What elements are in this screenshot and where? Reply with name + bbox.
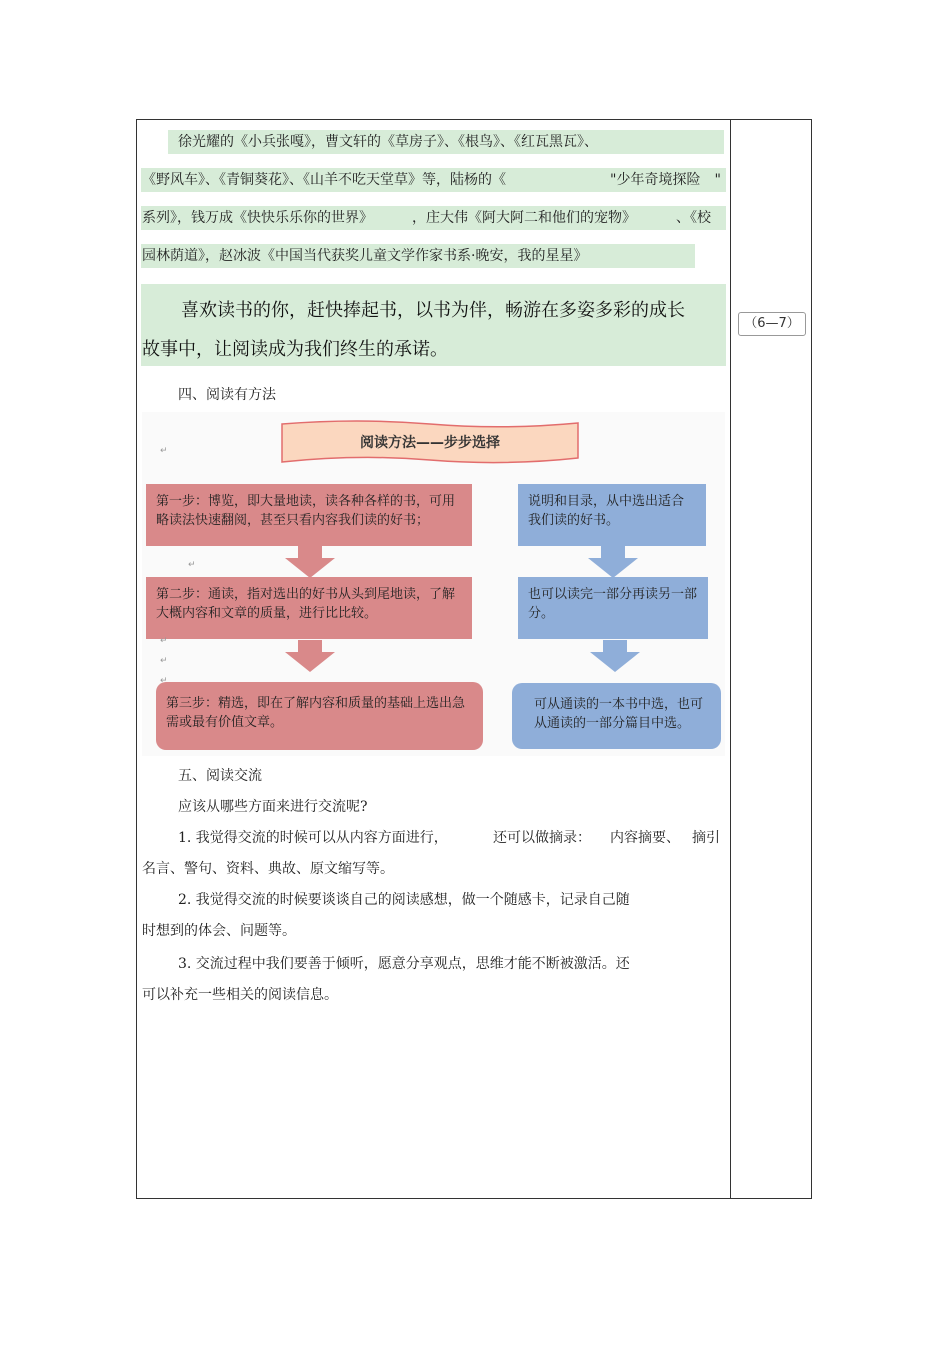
return-mark: ↵ (160, 446, 168, 456)
step-3-box: 第三步：精选，即在了解内容和质量的基础上选出急需或最有价值文章。 (156, 682, 483, 750)
point-3-line-1: 3. 交流过程中我们要善于倾听，愿意分享观点，思维才能不断被激活。还 (178, 956, 630, 972)
column-divider (730, 119, 731, 1199)
book-list-line-2-series: "少年奇境探险 " (610, 172, 721, 188)
book-list-line-3a: 系列》，钱万成《快快乐乐你的世界》 (142, 210, 373, 226)
point-1-part-c: 内容摘要、 (610, 830, 680, 846)
section-5-question: 应该从哪些方面来进行交流呢? (178, 799, 368, 815)
book-list-line-2: 《野风车》、《青铜葵花》、《山羊不吃天堂草》等，陆杨的《 (142, 172, 506, 188)
page-range-badge: （6—7） (738, 312, 806, 336)
return-mark: ↵ (160, 676, 168, 686)
down-arrow-icon (590, 640, 640, 672)
chart-title: 阅读方法——步步选择 (360, 435, 500, 451)
encouragement-line-1: 喜欢读书的你，赶快捧起书，以书为伴，畅游在多姿多彩的成长 (181, 300, 685, 321)
point-1-part-d: 摘引 (692, 830, 720, 846)
down-arrow-icon (285, 546, 335, 578)
down-arrow-icon (588, 546, 638, 578)
point-3-line-2: 可以补充一些相关的阅读信息。 (142, 987, 338, 1003)
right-box-2: 也可以读完一部分再读另一部分。 (518, 577, 708, 639)
return-mark: ↵ (160, 656, 168, 666)
right-box-1: 说明和目录，从中选出适合我们读的好书。 (518, 484, 706, 546)
point-1-part-b: 还可以做摘录： (493, 830, 591, 846)
down-arrow-icon (285, 640, 335, 672)
step-1-box: 第一步：博览，即大量地读，读各种各样的书，可用略读法快速翻阅，甚至只看内容我们读的好书； (146, 484, 472, 546)
section-5-heading: 五、阅读交流 (178, 768, 262, 784)
point-2-line-2: 时想到的体会、问题等。 (142, 923, 296, 939)
point-1-part-e: 名言、警句、资料、典故、原文缩写等。 (142, 861, 394, 877)
step-2-box: 第二步：通读，指对选出的好书从头到尾地读，了解大概内容和文章的质量，进行比比较。 (146, 577, 472, 639)
section-4-heading: 四、阅读有方法 (178, 387, 276, 403)
point-2-line-1: 2. 我觉得交流的时候要谈谈自己的阅读感想，做一个随感卡，记录自己随 (178, 892, 630, 908)
book-list-line-3c: 、《校 (676, 210, 711, 226)
encouragement-line-2: 故事中，让阅读成为我们终生的承诺。 (142, 339, 448, 360)
book-list-line-1: 徐光耀的《小兵张嘎》，曹文轩的《草房子》、《根鸟》、《红瓦黑瓦》、 (178, 134, 598, 150)
book-list-line-4: 园林荫道》，赵冰波《中国当代获奖儿童文学作家书系·晚安，我的星星》 (142, 248, 588, 264)
return-mark: ↵ (188, 560, 196, 570)
return-mark: ↵ (160, 636, 168, 646)
book-list-line-3b: ，庄大伟《阿大阿二和他们的宠物》 (412, 210, 636, 226)
point-1-part-a: 1. 我觉得交流的时候可以从内容方面进行， (178, 830, 448, 846)
right-box-3: 可从通读的一本书中选，也可从通读的一部分篇目中选。 (512, 683, 721, 749)
